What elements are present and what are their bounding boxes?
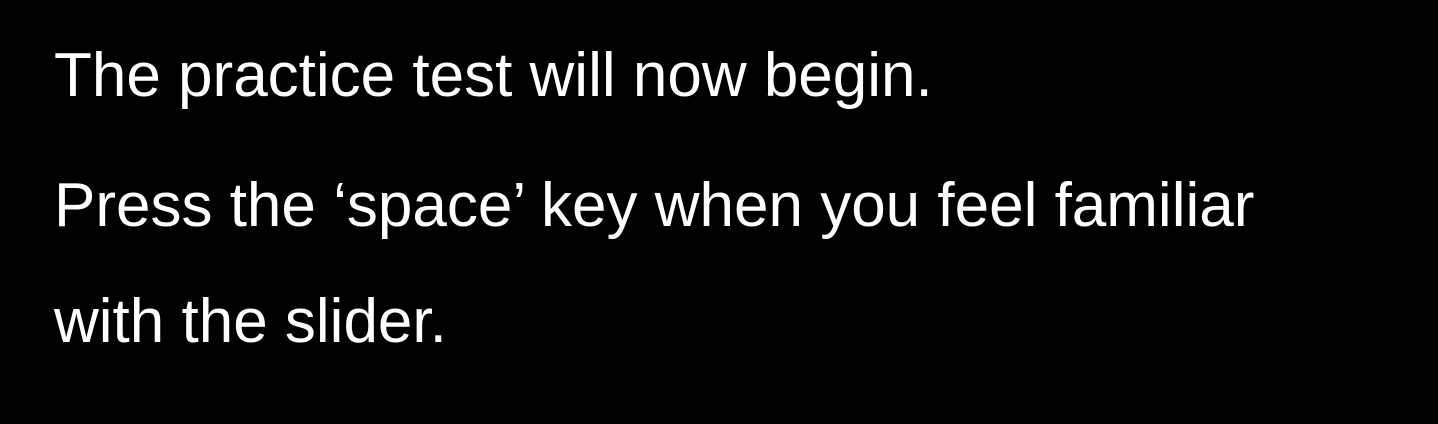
space-key-instruction: [54, 148, 1424, 380]
instruction-line-2: with the slider.: [54, 287, 447, 356]
instruction-line-1: Press the ‘space’ key when you feel familiar: [54, 171, 1255, 240]
instruction-text: [54, 34, 1424, 380]
begin-message: The practice test will now begin.: [54, 41, 933, 110]
